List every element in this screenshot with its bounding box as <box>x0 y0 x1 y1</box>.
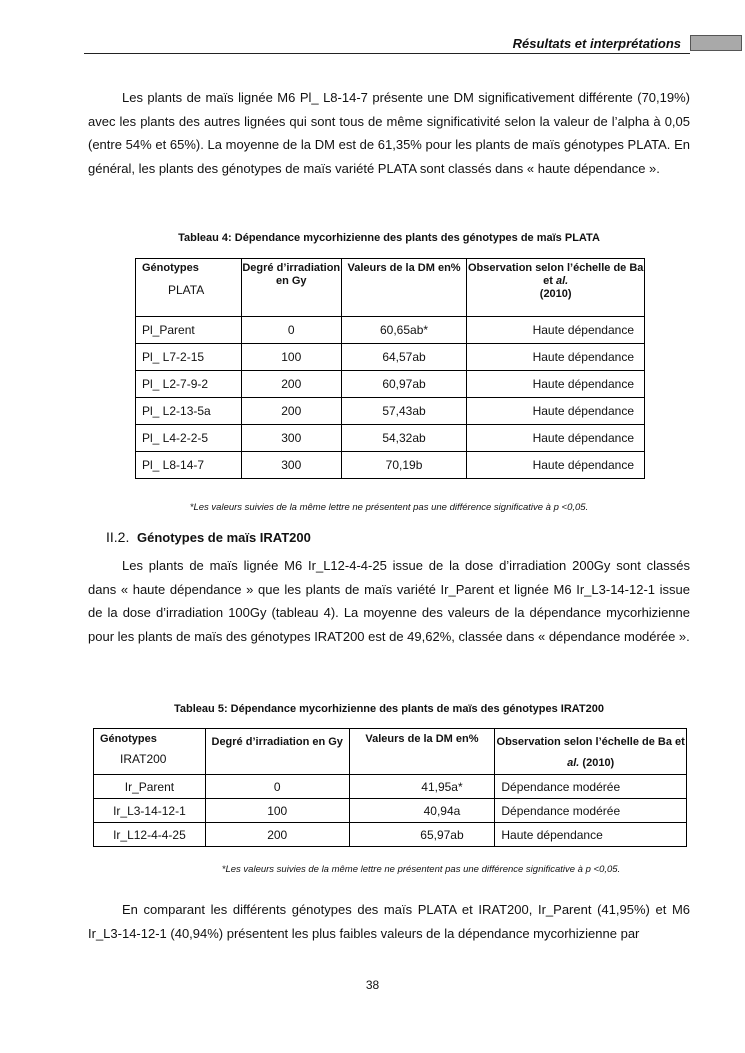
header-gray-box <box>690 35 742 51</box>
table5-cell-observation: Haute dépendance <box>495 823 687 847</box>
table5-header-row <box>94 729 687 775</box>
section-heading-irat200 <box>106 529 311 545</box>
table4-cell-observation: Haute dépendance <box>467 398 645 425</box>
table-row <box>94 775 687 799</box>
table4-header-observation-text: Observation selon l’échelle de Ba et <box>467 262 644 287</box>
table5-header-degree: Degré d’irradiation en Gy <box>205 729 349 775</box>
table4-header-genotypes <box>136 259 242 317</box>
table4-cell-dm: 60,65ab* <box>341 317 467 344</box>
table4-cell-degree: 300 <box>241 425 341 452</box>
table-row <box>94 823 687 847</box>
table4-caption: Tableau 4: Dépendance mycorhizienne des plants des génotypes de maïs PLATA <box>178 232 600 244</box>
table4-cell-genotype: Pl_ L2-13-5a <box>136 398 242 425</box>
table4 <box>135 258 645 479</box>
table5-cell-genotype: Ir_L12-4-4-25 <box>94 823 206 847</box>
table-row <box>136 425 645 452</box>
table5-cell-genotype: Ir_L3-14-12-1 <box>94 799 206 823</box>
table5-header-observation-year: (2010) <box>582 757 615 769</box>
table5-cell-observation: Dépendance modérée <box>495 799 687 823</box>
table-row <box>136 371 645 398</box>
table4-note: *Les valeurs suivies de la même lettre ne présentent pas une différence significative à p <0,05. <box>189 502 589 513</box>
table5-header-genotypes-label: Génotypes <box>100 733 157 745</box>
running-header-title: Résultats et interprétations <box>512 36 681 51</box>
table4-header-genotypes-sub: PLATA <box>168 283 205 297</box>
table5-header-genotypes-sub: IRAT200 <box>120 752 167 766</box>
table4-cell-observation: Haute dépendance <box>467 425 645 452</box>
table5-cell-dm: 65,97ab <box>349 823 495 847</box>
header-rule <box>84 53 690 54</box>
table4-cell-genotype: Pl_ L2-7-9-2 <box>136 371 242 398</box>
table4-cell-degree: 0 <box>241 317 341 344</box>
table5-cell-observation: Dépendance modérée <box>495 775 687 799</box>
paragraph-plata-results: Les plants de maïs lignée M6 Pl_ L8-14-7 présente une DM significativement différente (70,19%) avec les plants des autres lignées qui sont tous de même significativité selon la valeur de l’alpha à 0,05 (entre 54% et 65%). La moyenne de la DM est de 61,35% pour les plants de maïs génotypes PLATA. En général, les plants des génotypes de maïs variété PLATA sont classés dans « haute dépendance ». <box>88 90 690 176</box>
table4-cell-observation: Haute dépendance <box>467 344 645 371</box>
table4-cell-degree: 300 <box>241 452 341 479</box>
table4-cell-genotype: Pl_ L4-2-2-5 <box>136 425 242 452</box>
table5-cell-degree: 200 <box>205 823 349 847</box>
table4-cell-observation: Haute dépendance <box>467 317 645 344</box>
table5-header-observation-al: al. <box>567 757 580 769</box>
table5-cell-dm: 40,94a <box>349 799 495 823</box>
table-row <box>94 799 687 823</box>
table5-cell-degree: 100 <box>205 799 349 823</box>
paragraph-comparison: En comparant les différents génotypes des maïs PLATA et IRAT200, Ir_Parent (41,95%) et M6 Ir_L3-14-12-1 (40,94%) présentent les plus faibles valeurs de la dépendance mycorhizienne par <box>88 902 690 941</box>
page-number: 38 <box>365 978 380 992</box>
table-row <box>136 452 645 479</box>
table4-header-observation-year: (2010) <box>539 288 572 300</box>
table-row <box>136 317 645 344</box>
table4-cell-dm: 70,19b <box>341 452 467 479</box>
table4-header-dm: Valeurs de la DM en% <box>341 259 467 317</box>
section-number: II.2. <box>106 529 130 545</box>
table4-header-observation <box>467 259 645 317</box>
paragraph-irat200-results: Les plants de maïs lignée M6 Ir_L12-4-4-25 issue de la dose d’irradiation 200Gy sont classés dans « haute dépendance » que les plants de maïs variété Ir_Parent et lignée M6 Ir_L3-14-12-1 issue de la dose d’irradiation 100Gy (tableau 4). La moyenne des valeurs de la dépendance mycorhizienne pour les plants de maïs des génotypes IRAT200 est de 49,62%, classée dans « dépendance modérée ». <box>88 558 690 644</box>
table5-cell-dm: 41,95a* <box>349 775 495 799</box>
table5-header-observation <box>495 729 687 775</box>
table5 <box>93 728 687 847</box>
table5-header-genotypes <box>94 729 206 775</box>
table4-cell-genotype: Pl_ L7-2-15 <box>136 344 242 371</box>
table5-cell-genotype: Ir_Parent <box>94 775 206 799</box>
table4-cell-dm: 64,57ab <box>341 344 467 371</box>
table4-header-row <box>136 259 645 317</box>
table4-cell-genotype: Pl_Parent <box>136 317 242 344</box>
table5-header-dm: Valeurs de la DM en% <box>349 729 495 775</box>
table5-cell-degree: 0 <box>205 775 349 799</box>
table5-header-observation-text: Observation selon l’échelle de Ba et <box>496 736 685 748</box>
table4-cell-degree: 200 <box>241 371 341 398</box>
table-row <box>136 344 645 371</box>
table5-caption: Tableau 5: Dépendance mycorhizienne des plants de maïs des génotypes IRAT200 <box>174 703 604 715</box>
table4-header-degree: Degré d’irradiation en Gy <box>241 259 341 317</box>
table4-cell-degree: 100 <box>241 344 341 371</box>
table4-cell-genotype: Pl_ L8-14-7 <box>136 452 242 479</box>
table-row <box>136 398 645 425</box>
table4-cell-degree: 200 <box>241 398 341 425</box>
table4-cell-dm: 54,32ab <box>341 425 467 452</box>
table4-cell-observation: Haute dépendance <box>467 452 645 479</box>
table4-cell-observation: Haute dépendance <box>467 371 645 398</box>
table4-header-genotypes-label: Génotypes <box>142 262 199 274</box>
table4-cell-dm: 60,97ab <box>341 371 467 398</box>
table4-cell-dm: 57,43ab <box>341 398 467 425</box>
table4-header-observation-al: al. <box>555 275 569 287</box>
section-title: Génotypes de maïs IRAT200 <box>136 530 311 545</box>
table5-note: *Les valeurs suivies de la même lettre ne présentent pas une différence significative à p <0,05. <box>221 864 621 875</box>
